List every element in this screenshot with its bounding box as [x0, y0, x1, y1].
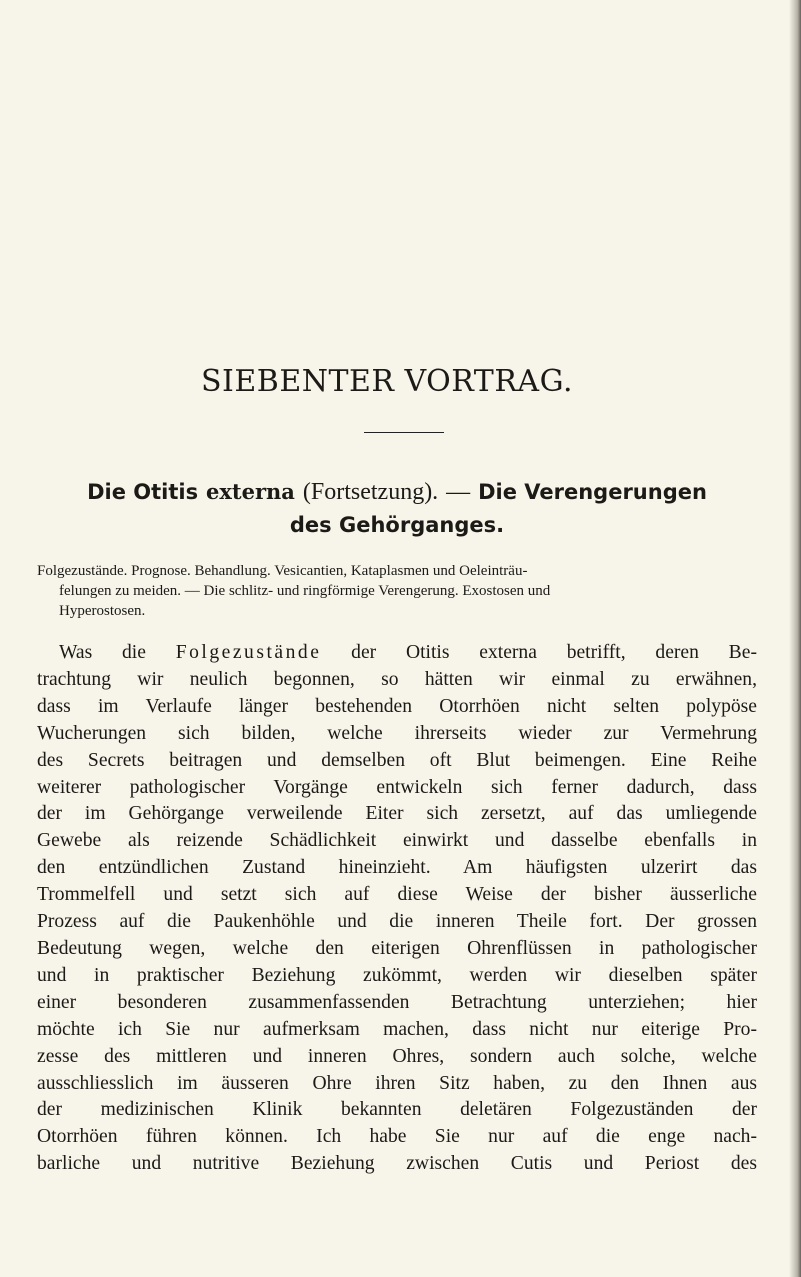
body-line: möchte ich Sie nur aufmerksam machen, dass nicht nur eiterige Pro-	[37, 1018, 757, 1040]
body-line: den entzündlichen Zustand hineinzieht. Am häufigsten ulzerirt das	[37, 857, 757, 879]
body-line: trachtung wir neulich begonnen, so hätten wir einmal zu erwähnen,	[37, 668, 757, 690]
body-first-spaced: Folgezustände	[175, 642, 322, 663]
body-line: weiterer pathologischer Vorgänge entwickeln sich ferner dadurch, dass	[37, 776, 757, 798]
chapter-subtitle	[37, 475, 757, 541]
body-line	[37, 640, 757, 667]
body-line: der im Gehörgange verweilende Eiter sich zersetzt, auf das umliegende	[37, 803, 757, 825]
body-first-prefix: Was die	[59, 642, 146, 663]
subtitle-part1-sans: Die Otitis	[87, 480, 199, 504]
chapter-summary	[37, 561, 757, 621]
heading-divider	[364, 432, 444, 433]
subtitle-part2-line2: des Gehörganges.	[289, 513, 505, 537]
summary-line: felungen zu meiden. — Die schlitz- und ringförmige Verengerung. Exostosen und	[59, 583, 551, 599]
chapter-heading: SIEBENTER VORTRAG.	[200, 364, 574, 399]
body-line: ausschliesslich im äusseren Ohre ihren Sitz haben, zu den Ihnen aus	[37, 1072, 757, 1094]
page-edge-shadow	[789, 0, 801, 1277]
summary-line: Folgezustände. Prognose. Behandlung. Vesicantien, Kataplasmen und Oeleinträu-	[37, 563, 528, 579]
summary-line: Hyperostosen.	[59, 603, 146, 619]
subtitle-part2-sans: Die Verengerungen	[478, 480, 707, 504]
subtitle-dash: —	[446, 479, 471, 505]
body-line: dass im Verlaufe länger bestehenden Otorrhöen nicht selten polypöse	[37, 695, 757, 717]
body-line: des Secrets beitragen und demselben oft Blut beimengen. Eine Reihe	[37, 749, 757, 771]
body-line: barliche und nutritive Beziehung zwischen Cutis und Periost des	[37, 1153, 757, 1175]
body-line: zesse des mittleren und inneren Ohres, sondern auch solche, welche	[37, 1045, 757, 1067]
body-line: Trommelfell und setzt sich auf diese Weise der bisher äusserliche	[37, 884, 757, 906]
body-line: Prozess auf die Paukenhöhle und die inneren Theile fort. Der grossen	[37, 911, 757, 933]
body-paragraph	[37, 640, 757, 1178]
body-line: der medizinischen Klinik bekannten deletären Folgezuständen der	[37, 1099, 757, 1121]
body-line: Wucherungen sich bilden, welche ihrerseits wieder zur Vermehrung	[37, 722, 757, 744]
body-first-rest: der Otitis externa betrifft, deren Be-	[351, 642, 757, 663]
body-line: Otorrhöen führen können. Ich habe Sie nur auf die enge nach-	[37, 1126, 757, 1148]
subtitle-part1-paren: (Fortsetzung).	[302, 479, 439, 505]
body-line: Bedeutung wegen, welche den eiterigen Ohrenflüssen in pathologischer	[37, 937, 757, 959]
body-line: einer besonderen zusammenfassenden Betrachtung unterziehen; hier	[37, 991, 757, 1013]
body-line: und in praktischer Beziehung zukömmt, werden wir dieselben später	[37, 964, 757, 986]
subtitle-part1-word: externa	[206, 479, 295, 504]
body-line: Gewebe als reizende Schädlichkeit einwirkt und dasselbe ebenfalls in	[37, 830, 757, 852]
